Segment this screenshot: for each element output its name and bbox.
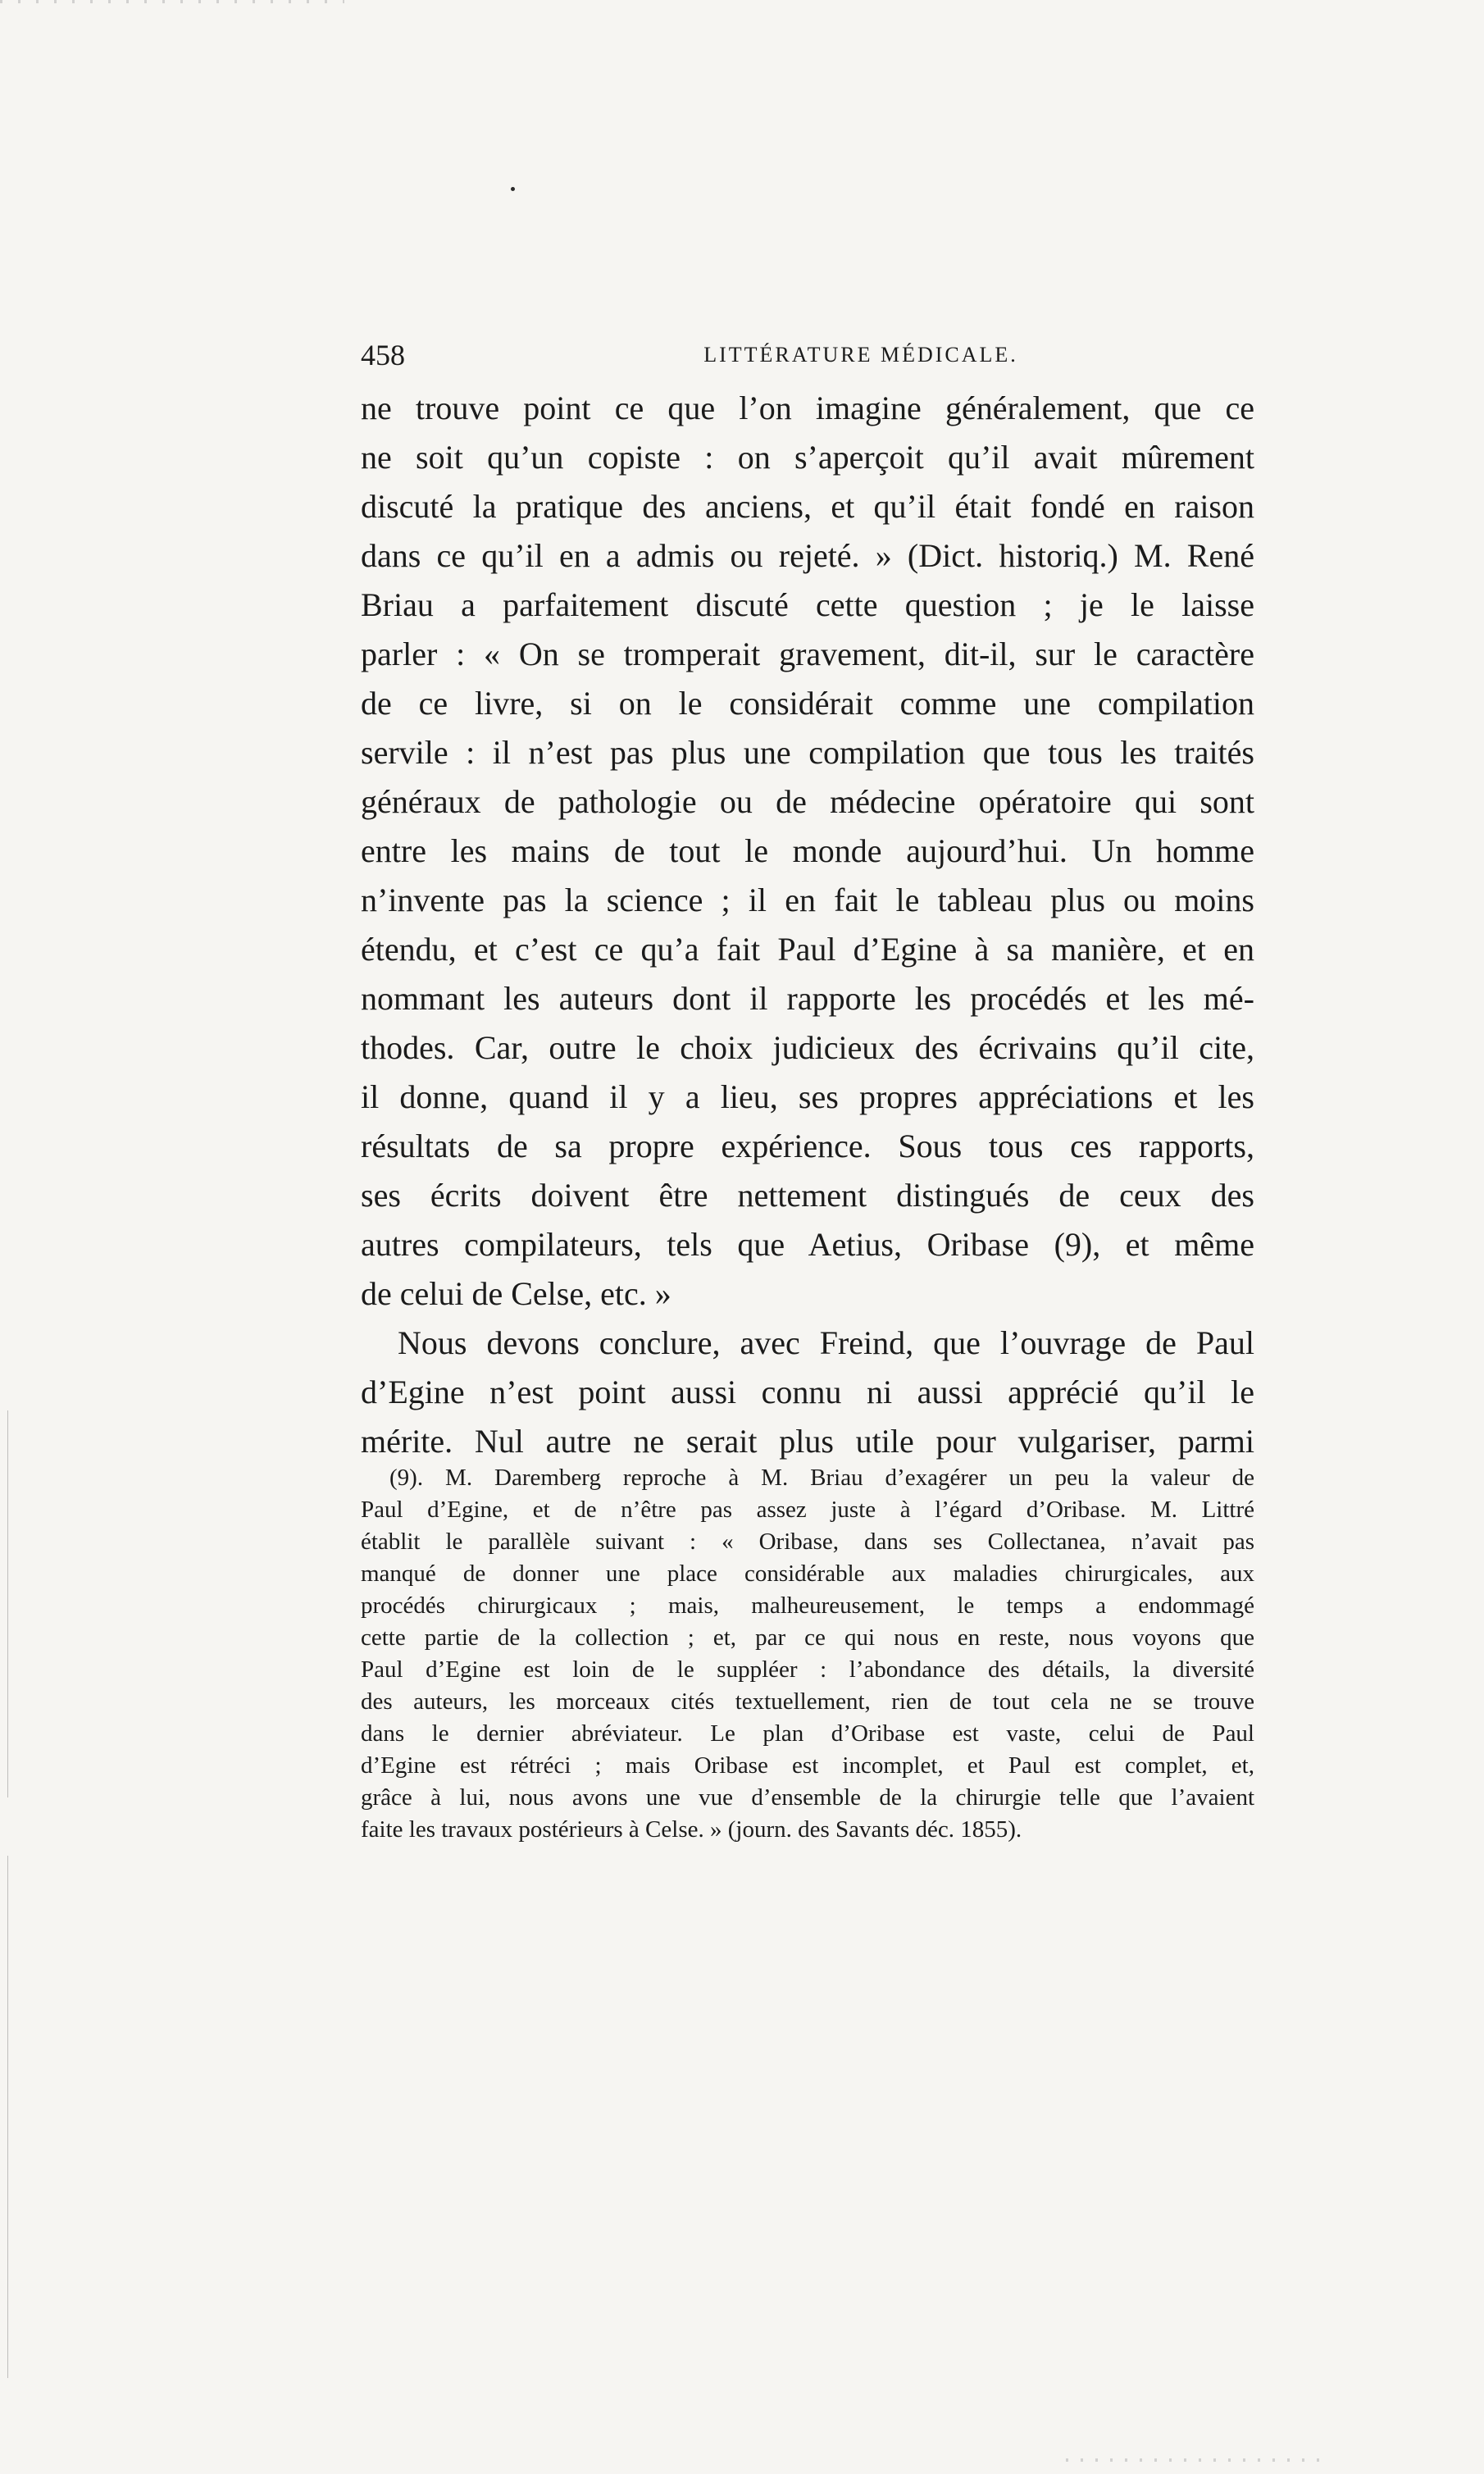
- body-line: dans ce qu’il en a admis ou rejeté. » (Dict. historiq.) M. René: [361, 537, 1254, 574]
- body-line: d’Egine n’est point aussi connu ni aussi apprécié qu’il le: [361, 1374, 1254, 1410]
- body-line: résultats de sa propre expérience. Sous tous ces rapports,: [361, 1128, 1254, 1164]
- body-line: il donne, quand il y a lieu, ses propres appréciations et les: [361, 1078, 1254, 1115]
- body-line: de ce livre, si on le considérait comme une compilation: [361, 685, 1254, 722]
- body-line: autres compilateurs, tels que Aetius, Oribase (9), et même: [361, 1226, 1254, 1263]
- body-line: étendu, et c’est ce qu’a fait Paul d’Egine à sa manière, et en: [361, 931, 1254, 968]
- body-line: n’invente pas la science ; il en fait le tableau plus ou moins: [361, 882, 1254, 918]
- footnote-line: procédés chirurgicaux ; mais, malheureusement, le temps a endommagé: [361, 1592, 1254, 1619]
- body-line: servile : il n’est pas plus une compilation que tous les traités: [361, 734, 1254, 771]
- body-line: ne trouve point ce que l’on imagine généralement, que ce: [361, 390, 1254, 426]
- footnote-line: Paul d’Egine, et de n’être pas assez juste à l’égard d’Oribase. M. Littré: [361, 1497, 1254, 1523]
- footnote-line: dans le dernier abréviateur. Le plan d’Oribase est vaste, celui de Paul: [361, 1720, 1254, 1747]
- body-line: discuté la pratique des anciens, et qu’il était fondé en raison: [361, 488, 1254, 525]
- footnote-line: d’Egine est rétréci ; mais Oribase est incomplet, et Paul est complet, et,: [361, 1752, 1254, 1779]
- body-line: parler : « On se tromperait gravement, dit-il, sur le caractère: [361, 636, 1254, 672]
- body-line: ses écrits doivent être nettement distingués de ceux des: [361, 1177, 1254, 1214]
- footnote-line: faite les travaux postérieurs à Celse. » (journ. des Savants déc. 1855).: [361, 1816, 1022, 1843]
- scan-margin-line: [7, 1410, 8, 2378]
- ink-speck: [511, 187, 515, 191]
- scan-artifact-top: [0, 0, 344, 3]
- footnote-line: (9). M. Daremberg reproche à M. Briau d’exagérer un peu la valeur de: [389, 1465, 1254, 1491]
- body-line: entre les mains de tout le monde aujourd’hui. Un homme: [361, 832, 1254, 869]
- page-header: [361, 335, 1254, 376]
- scan-artifact-bottom: [1066, 2458, 1328, 2462]
- body-line: généraux de pathologie ou de médecine opératoire qui sont: [361, 783, 1254, 820]
- footnote-line: des auteurs, les morceaux cités textuellement, rien de tout cela ne se trouve: [361, 1688, 1254, 1715]
- footnote-line: grâce à lui, nous avons une vue d’ensemble de la chirurgie telle que l’avaient: [361, 1784, 1254, 1811]
- body-line: ne soit qu’un copiste : on s’aperçoit qu’il avait mûrement: [361, 439, 1254, 476]
- page-number: 458: [361, 339, 405, 371]
- body-line: Nous devons conclure, avec Freind, que l’ouvrage de Paul: [398, 1324, 1254, 1361]
- body-line: mérite. Nul autre ne serait plus utile pour vulgariser, parmi: [361, 1423, 1254, 1460]
- body-line: Briau a parfaitement discuté cette question ; je le laisse: [361, 586, 1254, 623]
- footnote-line: cette partie de la collection ; et, par ce qui nous en reste, nous voyons que: [361, 1624, 1254, 1651]
- footnote-line: Paul d’Egine est loin de le suppléer : l’abondance des détails, la diversité: [361, 1656, 1254, 1683]
- footnote-line: manqué de donner une place considérable aux maladies chirurgicales, aux: [361, 1560, 1254, 1587]
- body-line: nommant les auteurs dont il rapporte les procédés et les mé-: [361, 980, 1254, 1017]
- body-line: thodes. Car, outre le choix judicieux des écrivains qu’il cite,: [361, 1029, 1254, 1066]
- body-line: de celui de Celse, etc. »: [361, 1275, 671, 1312]
- running-title: LITTÉRATURE MÉDICALE.: [703, 343, 1018, 367]
- body-text: [361, 384, 1254, 1466]
- footnotes: [361, 1462, 1254, 1846]
- footnote-line: établit le parallèle suivant : « Oribase, dans ses Collectanea, n’avait pas: [361, 1529, 1254, 1555]
